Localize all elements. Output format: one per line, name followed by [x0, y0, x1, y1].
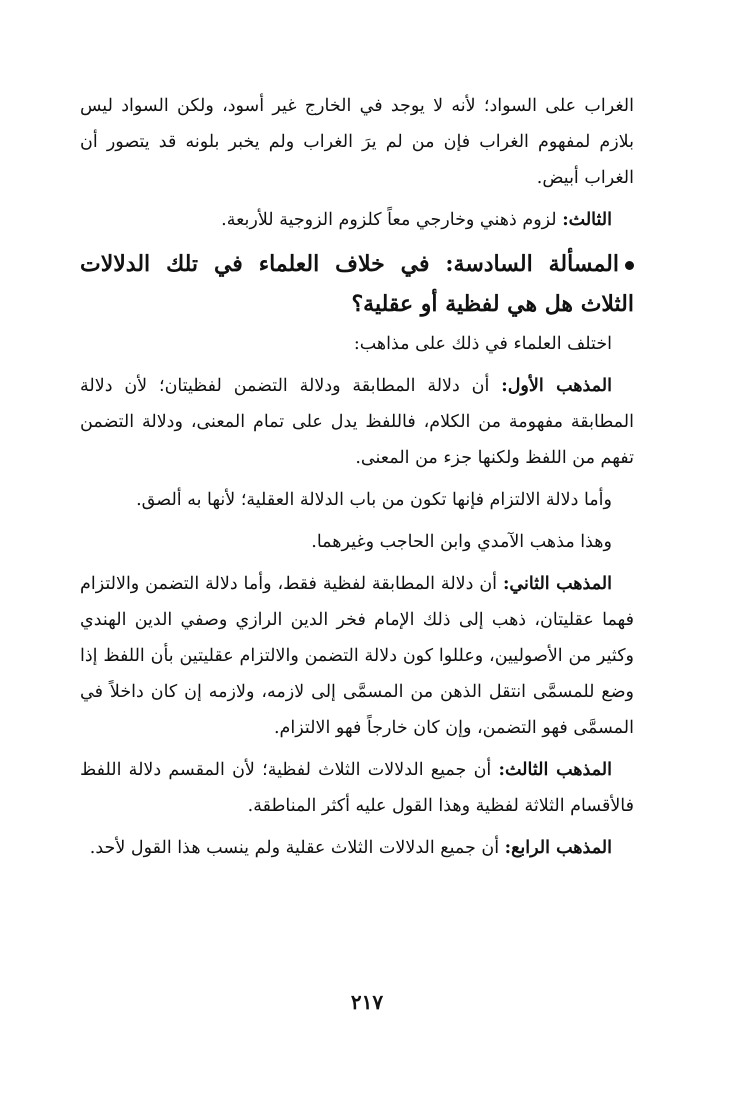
bullet-icon: [625, 261, 634, 270]
section-heading: [80, 244, 634, 324]
paragraph-attribution: وهذا مذهب الآمدي وابن الحاجب وغيرهما.: [311, 532, 612, 552]
third-type-text: لزوم ذهني وخارجي معاً كلزوم الزوجية للأربعة.: [221, 210, 563, 230]
fourth-school-text: أن جميع الدلالات الثلاث عقلية ولم ينسب هذا القول لأحد.: [89, 838, 505, 858]
third-school-label: المذهب الثالث:: [498, 760, 612, 780]
paragraph-second-school: [80, 566, 634, 746]
first-school-text: أن دلالة المطابقة ودلالة التضمن لفظيتان؛ لأن دلالة المطابقة مفهومة من الكلام، فاللفظ يدل على تمام المعنى، ودلالة التضمن تفهم من اللفظ ولكنها جزء من المعنى.: [80, 376, 634, 468]
second-school-text: أن دلالة المطابقة لفظية فقط، وأما دلالة التضمن والالتزام فهما عقليتان، ذهب إلى ذلك الإمام فخر الدين الرازي وصفي الدين الهندي وكثير من الأصوليين، وعللوا كون دلالة التضمن والالتزام عقليتين بأن اللفظ إذا وضع للمسمَّى انتقل الذهن من المسمَّى إلى لازمه، ولازمه إن كان داخلاً في المسمَّى فهو التضمن، وإن كان خارجاً فهو الالتزام.: [80, 574, 634, 738]
third-type-label: الثالث:: [562, 210, 612, 230]
third-school-text: أن جميع الدلالات الثلاث لفظية؛ لأن المقسم دلالة اللفظ فالأقسام الثلاثة لفظية وهذا القول عليه أكثر المناطقة.: [80, 760, 634, 816]
paragraph-first-school: [80, 368, 634, 476]
paragraph-implication: وأما دلالة الالتزام فإنها تكون من باب الدلالة العقلية؛ لأنها به ألصق.: [136, 490, 612, 510]
paragraph-third-school: [80, 752, 634, 824]
paragraph-continuation: الغراب على السواد؛ لأنه لا يوجد في الخارج غير أسود، ولكن السواد ليس بلازم لمفهوم الغراب فإن من لم يرَ الغراب ولم يخبر بلونه قد يتصور أن الغراب أبيض.: [80, 96, 634, 188]
paragraph-third-type: [80, 202, 634, 238]
second-school-label: المذهب الثاني:: [502, 574, 612, 594]
paragraph-intro: اختلف العلماء في ذلك على مذاهب:: [353, 334, 612, 354]
page-number: ٢١٧: [350, 990, 384, 1014]
page-body: [80, 88, 634, 866]
fourth-school-label: المذهب الرابع:: [504, 838, 612, 858]
first-school-label: المذهب الأول:: [501, 376, 612, 396]
section-heading-text: المسألة السادسة: في خلاف العلماء في تلك الدلالات الثلاث هل هي لفظية أو عقلية؟: [80, 251, 634, 317]
paragraph-fourth-school: [80, 830, 634, 866]
